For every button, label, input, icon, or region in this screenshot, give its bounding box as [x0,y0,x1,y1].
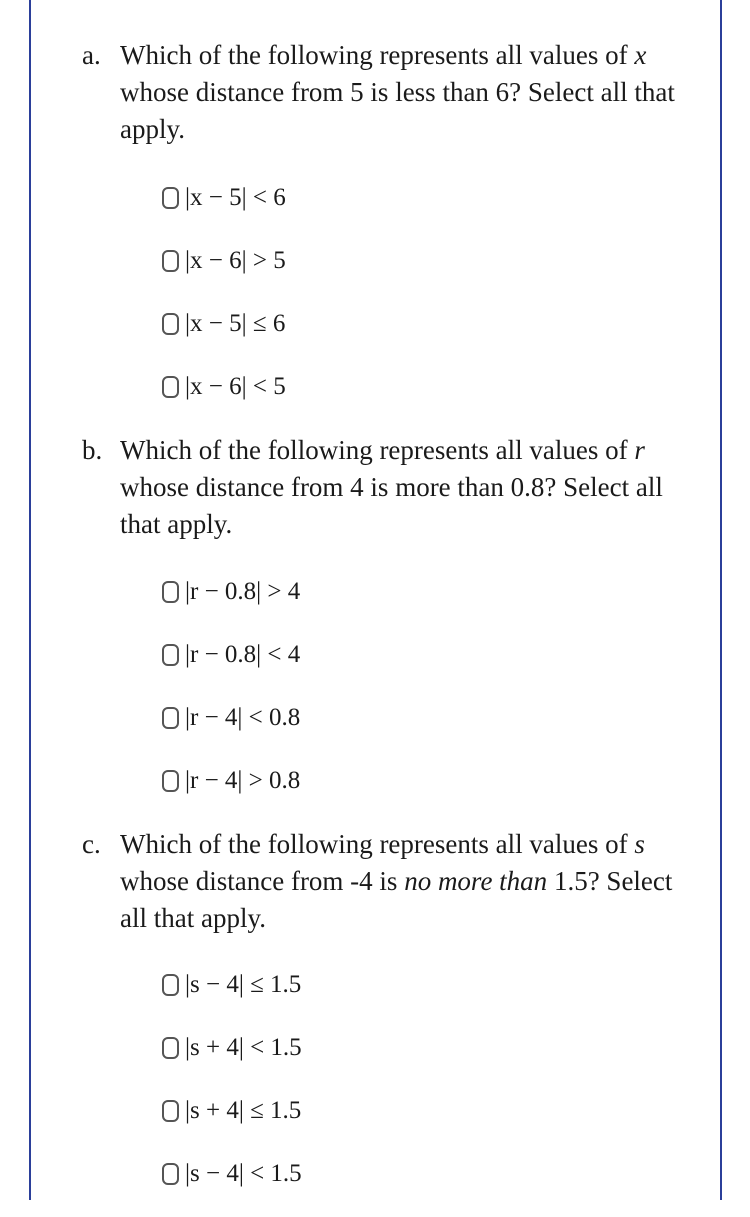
option-a3[interactable] [162,304,286,344]
option-a4[interactable] [162,367,286,407]
checkbox[interactable] [162,250,179,272]
question-body [120,826,702,937]
option-c3[interactable] [162,1091,302,1131]
question-label: a. [82,40,101,70]
option-label: |r − 0.8| > 4 [185,578,301,605]
question-b-text [82,432,702,543]
option-a2[interactable] [162,241,286,281]
option-b3[interactable] [162,698,300,738]
option-label: |x − 6| < 5 [185,373,286,400]
checkbox[interactable] [162,1037,179,1059]
option-c2[interactable] [162,1028,302,1068]
question-variable: x [634,40,647,70]
checkbox[interactable] [162,581,179,603]
question-a [82,37,702,148]
option-c4[interactable] [162,1154,302,1194]
question-label: b. [82,435,103,465]
options-c [162,965,302,1217]
option-label: |r − 0.8| < 4 [185,641,301,668]
question-stem: Which of the following represents all values of [120,40,628,70]
option-b1[interactable] [162,572,300,612]
question-body [120,37,702,148]
question-stem: Which of the following represents all values of [120,435,628,465]
checkbox[interactable] [162,376,179,398]
left-border [29,0,31,1200]
checkbox[interactable] [162,974,179,996]
options-a [162,178,286,430]
options-b [162,572,300,824]
question-c-text [82,826,702,937]
option-label: |x − 5| ≤ 6 [185,310,286,337]
question-c [82,826,702,937]
question-emphasis: no more than [404,866,548,896]
checkbox[interactable] [162,770,179,792]
question-stem: Which of the following represents all values of [120,829,628,859]
option-label: |x − 5| < 6 [185,184,286,211]
question-condition: whose distance from -4 is [120,866,398,896]
checkbox[interactable] [162,1163,179,1185]
question-variable: s [634,829,645,859]
question-body [120,432,702,543]
option-label: |s + 4| ≤ 1.5 [185,1097,302,1124]
question-label: c. [82,829,101,859]
option-label: |r − 4| > 0.8 [185,767,301,794]
question-b [82,432,702,543]
checkbox[interactable] [162,707,179,729]
option-c1[interactable] [162,965,302,1005]
option-label: |x − 6| > 5 [185,247,286,274]
option-label: |r − 4| < 0.8 [185,704,301,731]
option-b2[interactable] [162,635,300,675]
question-a-text [82,37,702,148]
option-a1[interactable] [162,178,286,218]
option-label: |s − 4| < 1.5 [185,1160,302,1187]
question-condition: whose distance from 4 is more than 0.8? Select all that apply. [120,472,663,539]
checkbox[interactable] [162,187,179,209]
option-label: |s + 4| < 1.5 [185,1034,302,1061]
question-variable: r [634,435,645,465]
question-condition-end: 1.5? Select all that apply. [120,866,673,933]
option-b4[interactable] [162,761,300,801]
question-condition: whose distance from 5 is less than 6? Select all that apply. [120,77,675,144]
checkbox[interactable] [162,644,179,666]
option-label: |s − 4| ≤ 1.5 [185,971,302,998]
right-border [720,0,722,1200]
checkbox[interactable] [162,313,179,335]
checkbox[interactable] [162,1100,179,1122]
